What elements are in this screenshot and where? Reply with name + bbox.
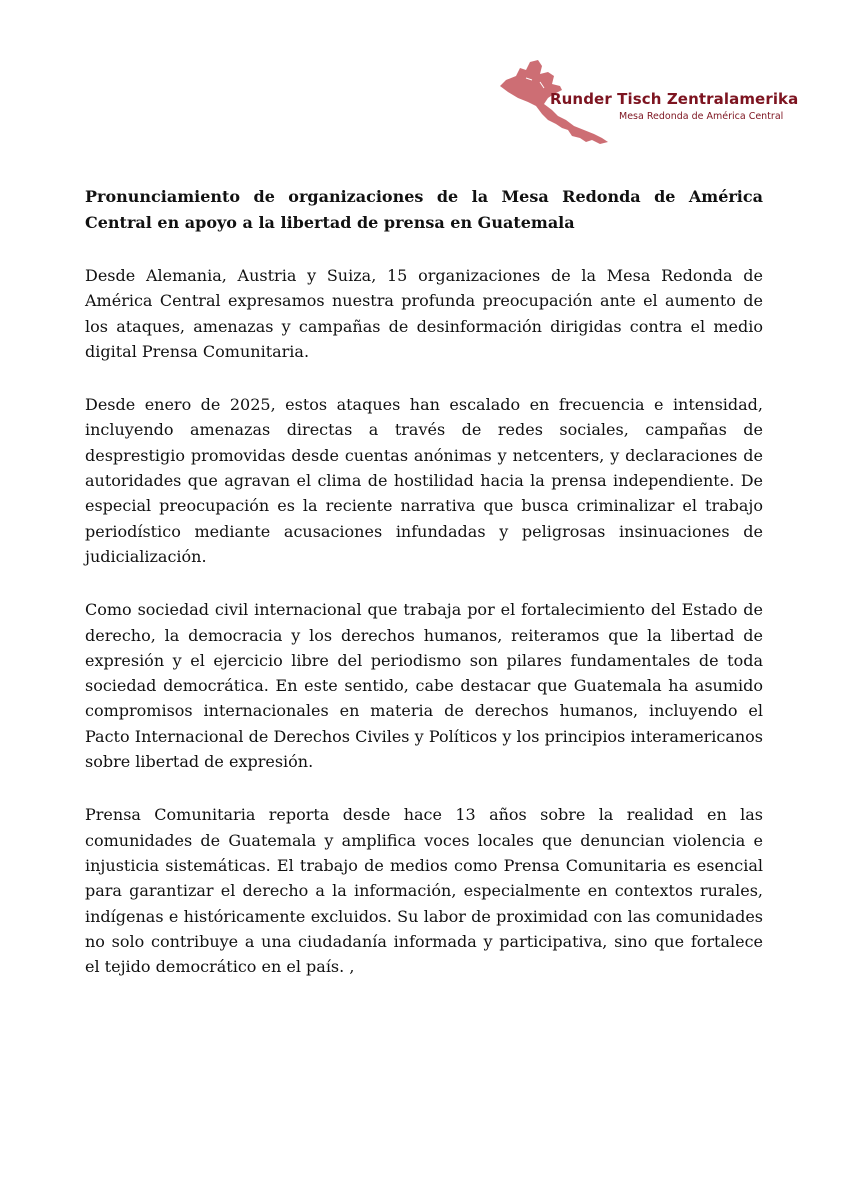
paragraph: Desde enero de 2025, estos ataques han escalado en frecuencia e intensidad, incluyendo amenazas directas a través de redes sociales, campañas de desprestigio promovidas desde cuentas anónimas y netcenters, y declaraciones de autoridades que agravan el clima de hostilidad hacia la prensa independiente. De especial preocupación es la reciente narrativa que busca criminalizar el trabajo periodístico mediante acusaciones infundadas y peligrosas insinuaciones de judicialización. (85, 395, 763, 566)
logo-subtitle: Mesa Redonda de América Central (619, 111, 784, 122)
organization-logo (496, 58, 799, 158)
paragraph: Desde Alemania, Austria y Suiza, 15 organizaciones de la Mesa Redonda de América Central expresamos nuestra profunda preocupación ante el aumento de los ataques, amenazas y campañas de desinformación dirigidas contra el medio digital Prensa Comunitaria. (85, 266, 763, 361)
document-body (85, 184, 763, 1007)
logo-title: Runder Tisch Zentralamerika (550, 90, 799, 108)
paragraph: Como sociedad civil internacional que trabaja por el fortalecimiento del Estado de derecho, la democracia y los derechos humanos, reiteramos que la libertad de expresión y el ejercicio libre del periodismo son pilares fundamentales de toda sociedad democrática. En este sentido, cabe destacar que Guatemala ha asumido compromisos internacionales en materia de derechos humanos, incluyendo el Pacto Internacional de Derechos Civiles y Políticos y los principios interamericanos sobre libertad de expresión. (85, 600, 763, 772)
document-title: Pronunciamiento de organizaciones de la Mesa Redonda de América Central en apoyo a la libertad de prensa en Guatemala (85, 187, 763, 232)
paragraph: Prensa Comunitaria reporta desde hace 13 años sobre la realidad en las comunidades de Guatemala y amplifica voces locales que denuncian violencia e injusticia sistemáticas. El trabajo de medios como Prensa Comunitaria es esencial para garantizar el derecho a la información, especialmente en contextos rurales, indígenas e históricamente excluidos. Su labor de proximidad con las comunidades no solo contribuye a una ciudadanía informada y participativa, sino que fortalece el tejido democrático en el país. , (85, 805, 763, 977)
